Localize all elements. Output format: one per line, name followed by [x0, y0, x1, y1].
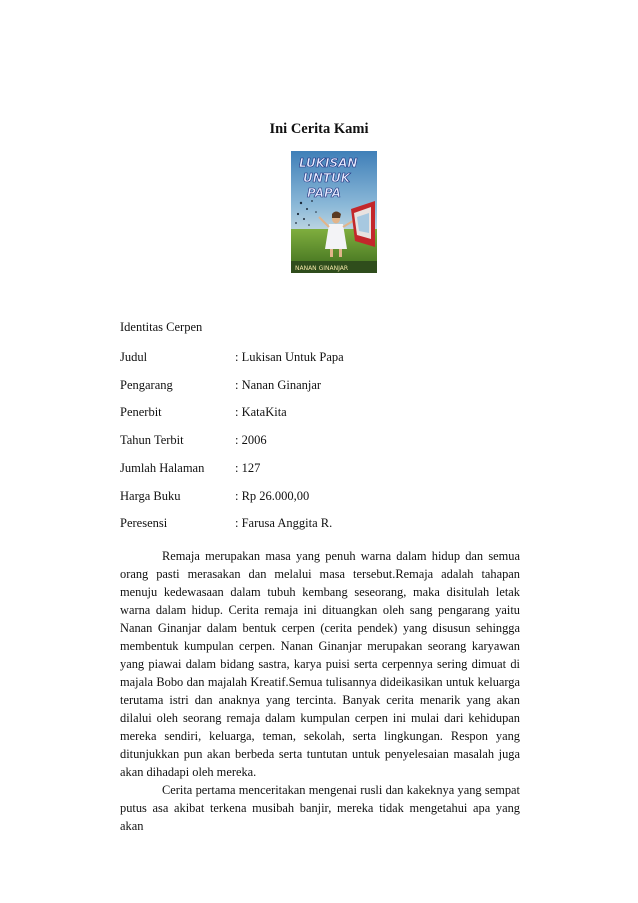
review-body — [120, 547, 520, 835]
cover-title-line2: UNTUK — [303, 171, 351, 185]
cover-author: NANAN GINANJAR — [295, 265, 349, 272]
identity-heading: Identitas Cerpen — [120, 320, 203, 334]
identity-label: Pengarang — [120, 378, 173, 392]
identity-label: Penerbit — [120, 405, 162, 419]
cover-title-line3: PAPA — [307, 186, 341, 200]
paragraph: Cerita pertama menceritakan mengenai rusli dan kakeknya yang sempat putus asa akibat terkena musibah banjir, mereka tidak mengetahui apa yang akan — [120, 783, 520, 833]
identity-label: Tahun Terbit — [120, 433, 184, 447]
identity-label: Judul — [120, 350, 148, 364]
identity-value: : 2006 — [235, 433, 267, 447]
identity-value: : Nanan Ginanjar — [235, 378, 322, 392]
cover-title-line1: LUKISAN — [299, 156, 358, 170]
paragraph: Remaja merupakan masa yang penuh warna dalam hidup dan semua orang pasti merasakan dan melalui masa tersebut.Remaja adalah tahapan menuju kedewasaan dalam tubuh kembang seseorang, maka disitulah letak warna dalam hidup. Cerita remaja ini dituangkan oleh sang pengarang yaitu Nanan Ginanjar dalam bentuk cerpen (cerita pendek) yang disusun sehingga membentuk kumpulan cerpen. Nanan Ginanjar merupakan seorang karyawan yang piawai dalam bidang sastra, karya puisi serta cerpennya sering dimuat di majala Bobo dan majalah Kreatif.Semua tulisannya dideikasikan untuk keluarga terutama istri dan anaknya yang tercinta. Banyak cerita menarik yang akan dilalui oleh seorang remaja dalam kumpulan cerpen ini mulai dari kehidupan mereka sendiri, keluarga, teman, sekolah, serta lingkungan. Respon yang ditunjukkan pun akan berbeda serta tuntutan untuk penyelesaian masalah juga akan dihadapi oleh mereka. — [120, 549, 520, 779]
identity-value: : Rp 26.000,00 — [235, 489, 310, 503]
book-cover-image — [291, 151, 377, 273]
identity-value: : Lukisan Untuk Papa — [235, 350, 344, 364]
identity-label: Jumlah Halaman — [120, 461, 205, 475]
identity-value: : Farusa Anggita R. — [235, 516, 333, 530]
identity-label: Peresensi — [120, 516, 168, 530]
page-title: Ini Cerita Kami — [269, 121, 369, 137]
identity-label: Harga Buku — [120, 489, 181, 503]
identity-value: : 127 — [235, 461, 261, 475]
identity-value: : KataKita — [235, 405, 287, 419]
